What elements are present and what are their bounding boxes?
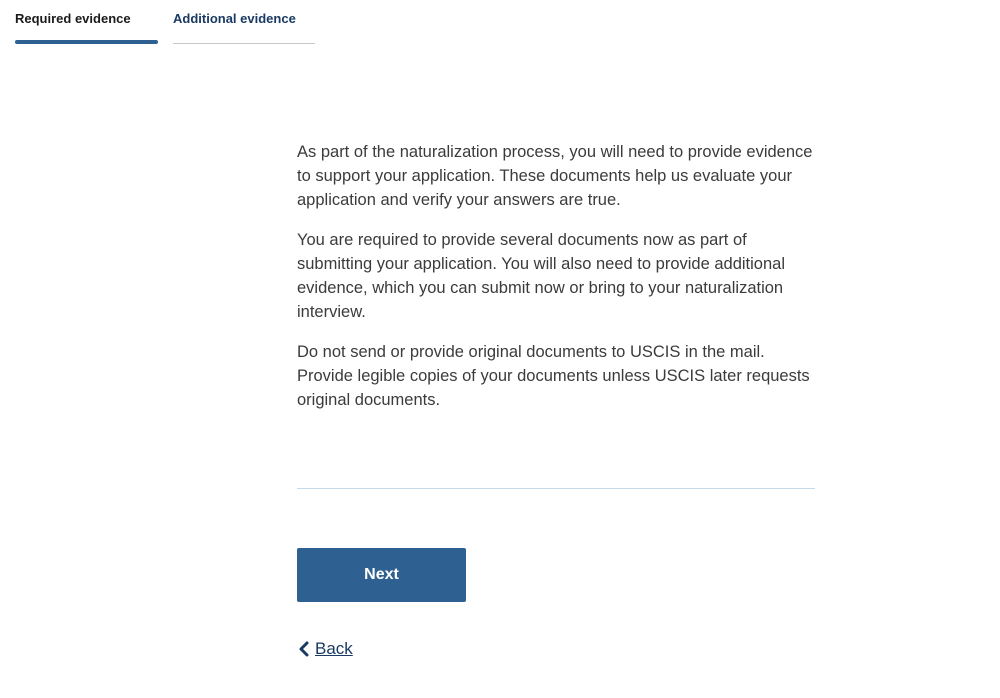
chevron-left-icon [297,641,311,657]
tab-required-evidence-label: Required evidence [15,11,131,26]
tab-underline [173,43,315,44]
tab-additional-evidence-label: Additional evidence [173,11,296,26]
next-button[interactable]: Next [297,548,466,602]
active-tab-indicator [15,40,158,44]
back-link-label: Back [315,639,353,658]
tab-additional-evidence[interactable] [173,0,315,44]
instructions-paragraph: Do not send or provide original documents to USCIS in the mail. Provide legible copies of your documents unless USCIS later requests original documents. [297,343,810,409]
instructions-paragraph: As part of the naturalization process, you will need to provide evidence to support your application. These documents help us evaluate your application and verify your answers are true. [297,143,813,209]
section-divider [297,488,815,489]
instructions-section [297,140,815,428]
tab-required-evidence[interactable] [15,0,158,44]
back-link[interactable] [297,637,353,661]
instructions-paragraph: You are required to provide several documents now as part of submitting your application. You will also need to provide additional evidence, which you can submit now or bring to your naturalization interview. [297,231,785,321]
